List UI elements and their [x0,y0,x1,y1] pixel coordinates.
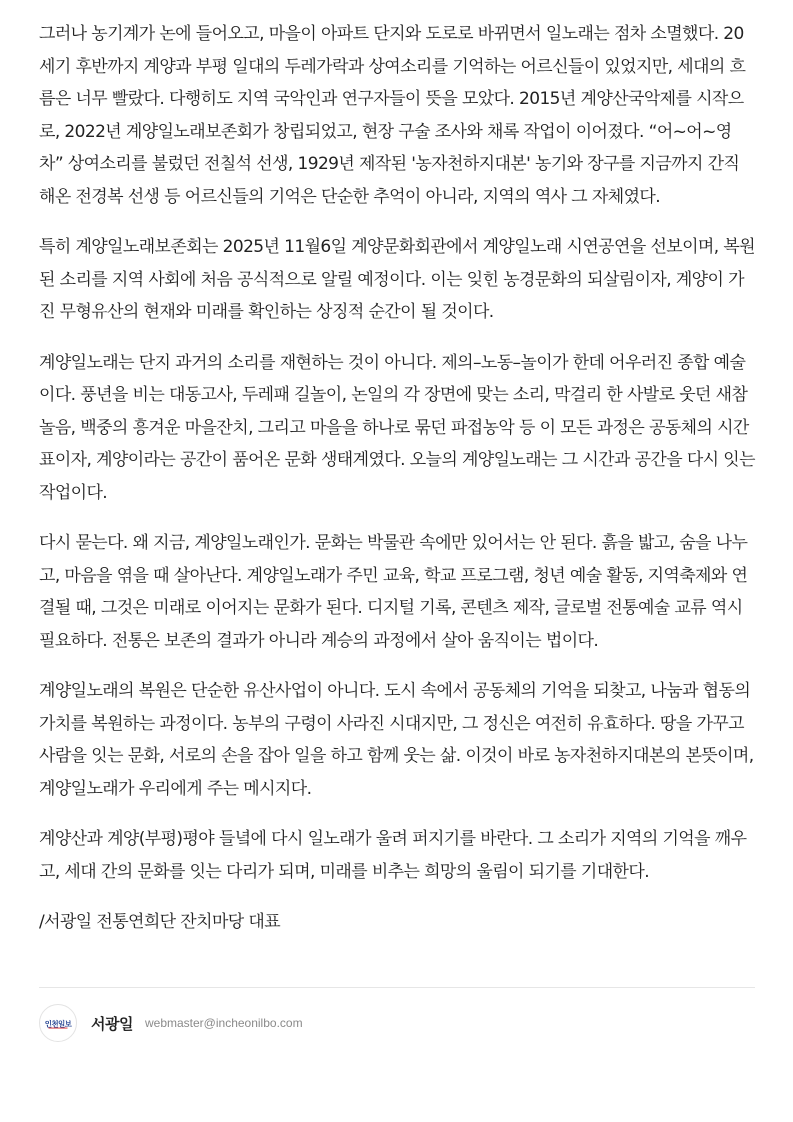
article-paragraph: 그러나 농기계가 논에 들어오고, 마을이 아파트 단지와 도로로 바뀌면서 일노래는 점차 소멸했다. 20세기 후반까지 계양과 부평 일대의 두레가락과 상여소리를 기억하는 어르신들이 있었지만, 세대의 흐름은 너무 빨랐다. 다행히도 지역 국악인과 연구자들이 뜻을 모았다. 2015년 계양산국악제를 시작으로, 2022년 계양일노래보존회가 창립되었고, 현장 구술 조사와 채록 작업이 이어졌다. “어~어~영차” 상여소리를 불렀던 전칠석 선생, 1929년 제작된 '농자천하지대본' 농기와 장구를 지금까지 간직해온 전경복 선생 등 어르신들의 기억은 단순한 추억이 아니라, 지역의 역사 그 자체였다. [39,24,746,207]
article-paragraph: 계양일노래는 단지 과거의 소리를 재현하는 것이 아니다. 제의–노동–놀이가 한데 어우러진 종합 예술이다. 풍년을 비는 대동고사, 두레패 길놀이, 논일의 각 장면에 맞는 소리, 막걸리 한 사발로 웃던 새참놀음, 백중의 흥겨운 마을잔치, 그리고 마을을 하나로 묶던 파접농악 등 이 모든 과정은 공동체의 시간표이자, 계양이라는 공간이 품어온 문화 생태계였다. 오늘의 계양일노래는 그 시간과 공간을 다시 잇는 작업이다. [39,352,755,503]
logo-mark [43,1017,73,1029]
svg-text:인천일보: 인천일보 [44,1019,72,1029]
newspaper-logo-icon[interactable] [39,1004,77,1042]
article-paragraph: 다시 묻는다. 왜 지금, 계양일노래인가. 문화는 박물관 속에만 있어서는 안 된다. 흙을 밟고, 숨을 나누고, 마음을 엮을 때 살아난다. 계양일노래가 주민 교육, 학교 프로그램, 청년 예술 활동, 지역축제와 연결될 때, 그것은 미래로 이어지는 문화가 된다. 디지털 기록, 콘텐츠 제작, 글로벌 전통예술 교류 역시 필요하다. 전통은 보존의 결과가 아니라 계승의 과정에서 살아 움직이는 법이다. [39,533,748,651]
author-signature: /서광일 전통연희단 잔치마당 대표 [39,912,281,932]
article-paragraph: 특히 계양일노래보존회는 2025년 11월6일 계양문화회관에서 계양일노래 시연공연을 선보이며, 복원된 소리를 지역 사회에 처음 공식적으로 알릴 예정이다. 이는 잊힌 농경문화의 되살림이자, 계양이 가진 무형유산의 현재와 미래를 확인하는 상징적 순간이 될 것이다. [39,237,755,322]
article-paragraph: 계양일노래의 복원은 단순한 유산사업이 아니다. 도시 속에서 공동체의 기억을 되찾고, 나눔과 협동의 가치를 복원하는 과정이다. 농부의 구령이 사라진 시대지만, 그 정신은 여전히 유효하다. 땅을 가꾸고 사람을 잇는 문화, 서로의 손을 잡아 일을 하고 함께 웃는 삶. 이것이 바로 농자천하지대본의 본뜻이며, 계양일노래가 우리에게 주는 메시지다. [39,681,754,799]
author-name[interactable]: 서광일 [91,1014,133,1033]
author-byline [39,987,755,1042]
article-paragraph: 계양산과 계양(부평)평야 들녘에 다시 일노래가 울려 퍼지기를 바란다. 그 소리가 지역의 기억을 깨우고, 세대 간의 문화를 잇는 다리가 되며, 미래를 비추는 희망의 울림이 되기를 기대한다. [39,829,747,882]
article-body [39,18,755,939]
author-email[interactable]: webmaster@incheonilbo.com [144,1016,303,1030]
